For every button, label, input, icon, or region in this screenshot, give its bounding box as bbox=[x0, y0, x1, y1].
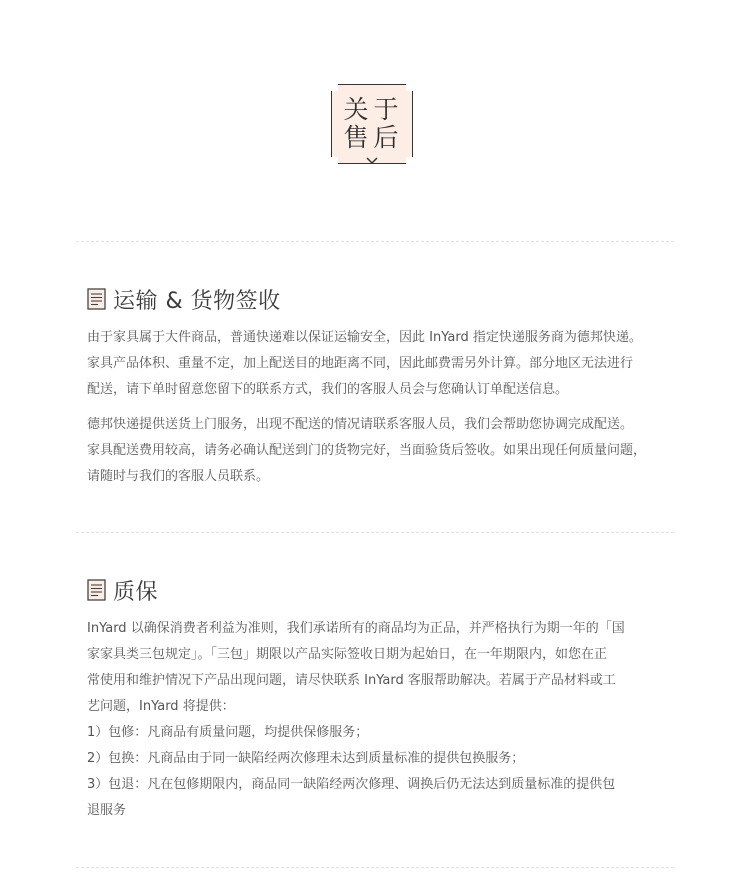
section-title-text: 质保 bbox=[113, 579, 159, 605]
chevron-down-icon bbox=[366, 157, 378, 165]
document-icon bbox=[87, 579, 106, 601]
paragraph-line: 1）包修：凡商品有质量问题，均提供保修服务； bbox=[87, 725, 369, 740]
logo-corner bbox=[406, 83, 414, 91]
section-divider bbox=[76, 241, 674, 242]
logo-corner bbox=[330, 157, 338, 165]
logo-char: 后 bbox=[373, 123, 399, 152]
section-title-warranty bbox=[87, 575, 158, 605]
paragraph-line: InYard 以确保消费者利益为准则，我们承诺所有的商品均为正品，并严格执行为期一年的「国 bbox=[87, 621, 625, 636]
paragraph-line: 退服务 bbox=[87, 803, 127, 818]
paragraph bbox=[87, 325, 667, 403]
logo-corner bbox=[406, 157, 414, 165]
paragraph-line: 艺问题，InYard 将提供： bbox=[87, 699, 235, 714]
section-divider bbox=[76, 532, 674, 533]
paragraph bbox=[87, 616, 667, 824]
paragraph-line: 家具产品体积、重量不定，加上配送目的地距离不同，因此邮费需另外计算。部分地区无法进行 bbox=[87, 356, 634, 371]
paragraph-line: 请随时与我们的客服人员联系。 bbox=[87, 469, 270, 484]
paragraph-line: 由于家具属于大件商品，普通快递难以保证运输安全，因此 InYard 指定快递服务商为德邦快递。 bbox=[87, 330, 642, 345]
paragraph-line: 家家具类三包规定」。「三包」期限以产品实际签收日期为起始日，在一年期限内，如您在正 bbox=[87, 647, 608, 662]
logo-corner bbox=[330, 83, 338, 91]
section-title-text: 运输 & 货物签收 bbox=[113, 288, 281, 314]
paragraph-line: 2）包换：凡商品由于同一缺陷经两次修理未达到质量标准的提供包换服务； bbox=[87, 751, 525, 766]
paragraph bbox=[87, 412, 667, 490]
paragraph-line: 配送，请下单时留意您留下的联系方式，我们的客服人员会与您确认订单配送信息。 bbox=[87, 382, 569, 397]
section-divider bbox=[76, 867, 674, 868]
about-after-sales-logo bbox=[331, 84, 413, 164]
paragraph-line: 常使用和维护情况下产品出现问题，请尽快联系 InYard 客服帮助解决。若属于产品材料或工 bbox=[87, 673, 616, 688]
logo-char: 于 bbox=[373, 95, 399, 124]
paragraph-line: 德邦快递提供送货上门服务，出现不配送的情况请联系客服人员，我们会帮助您协调完成配送。 bbox=[87, 417, 634, 432]
logo-char: 关 bbox=[343, 95, 369, 124]
section-title-shipping bbox=[87, 284, 281, 314]
paragraph-line: 3）包退：凡在包修期限内，商品同一缺陷经两次修理、调换后仍无法达到质量标准的提供包 bbox=[87, 777, 616, 792]
logo-char: 售 bbox=[343, 123, 369, 152]
paragraph-line: 家具配送费用较高，请务必确认配送到门的货物完好，当面验货后签收。如果出现任何质量问题， bbox=[87, 443, 647, 458]
document-icon bbox=[87, 288, 106, 310]
